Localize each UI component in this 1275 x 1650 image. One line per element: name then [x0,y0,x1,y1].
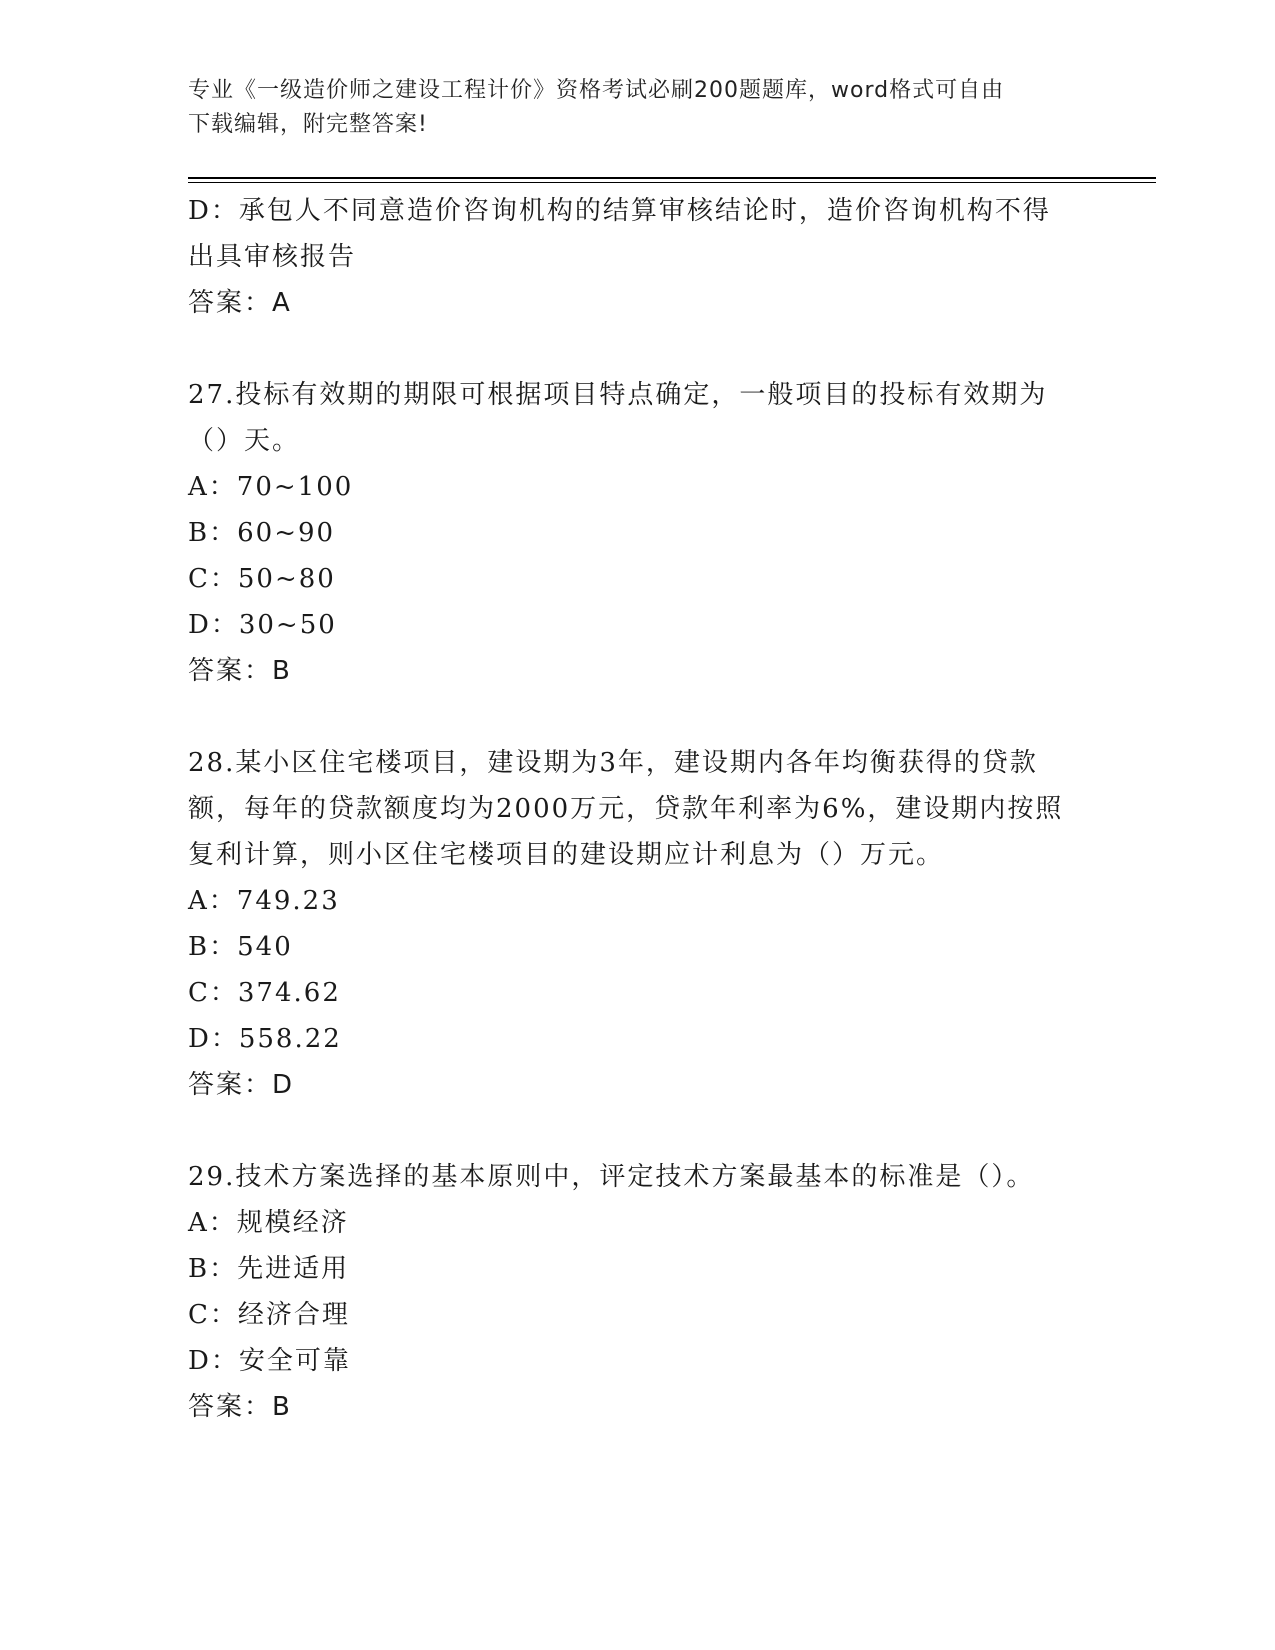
document-header [188,74,1088,142]
answer-line: 答案：A [188,288,292,318]
option-d: D：30~50 [188,610,337,640]
option-a: A：70~100 [188,472,354,502]
header-rule-thin [188,182,1156,183]
option-a: A：规模经济 [188,1208,349,1238]
option-d-continued: 出具审核报告 [188,242,357,272]
header-rule-thick [188,177,1156,179]
option-b: B：先进适用 [188,1254,350,1284]
option-b: B：540 [188,932,293,962]
option-b: B：60~90 [188,518,336,548]
question-stem: （）天。 [188,426,301,456]
answer-line: 答案：D [188,1070,295,1100]
previous-question-tail [188,188,1088,326]
option-d: D：558.22 [188,1024,342,1054]
option-a: A：749.23 [188,886,340,916]
option-d: D：安全可靠 [188,1346,351,1376]
header-line-1: 专业《一级造价师之建设工程计价》资格考试必刷200题题库，word格式可自由 [188,78,1005,103]
option-d: D：承包人不同意造价咨询机构的结算审核结论时，造价咨询机构不得 [188,196,1051,226]
question-27 [188,372,1088,694]
option-c: C：经济合理 [188,1300,350,1330]
question-stem: 复利计算，则小区住宅楼项目的建设期应计利息为（）万元。 [188,840,945,870]
question-stem: 额，每年的贷款额度均为2000万元，贷款年利率为6%，建设期内按照 [188,794,1064,824]
question-stem: 28.某小区住宅楼项目，建设期为3年，建设期内各年均衡获得的贷款 [188,748,1038,778]
header-line-2: 下载编辑，附完整答案! [188,112,428,137]
question-stem: 29.技术方案选择的基本原则中，评定技术方案最基本的标准是（）。 [188,1162,1035,1192]
answer-line: 答案：B [188,656,292,686]
question-stem: 27.投标有效期的期限可根据项目特点确定，一般项目的投标有效期为 [188,380,1048,410]
option-c: C：374.62 [188,978,341,1008]
question-29 [188,1154,1088,1430]
question-28 [188,740,1088,1108]
option-c: C：50~80 [188,564,336,594]
question-content [188,188,1088,1430]
answer-line: 答案：B [188,1392,292,1422]
